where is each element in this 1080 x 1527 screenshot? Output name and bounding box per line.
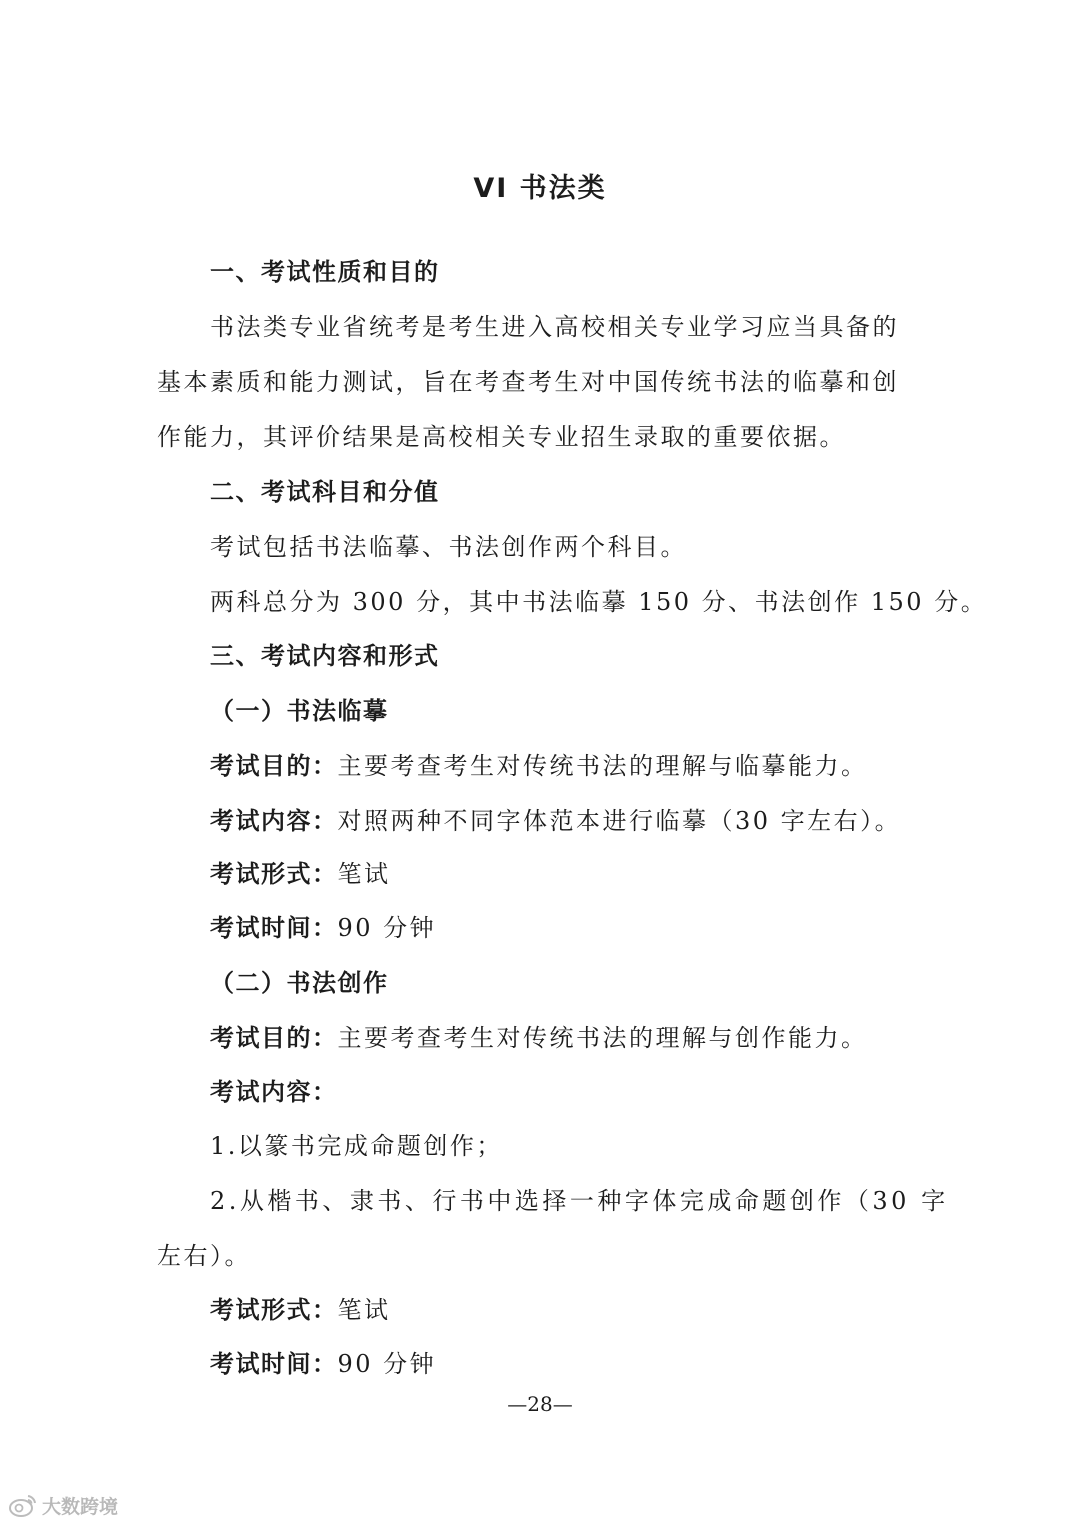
field-value: 笔试 [337, 860, 391, 888]
exam-goal-row [210, 750, 868, 782]
exam-content-label: 考试内容： [210, 1078, 338, 1106]
field-label: 考试目的： [210, 1024, 338, 1052]
paragraph-line: 两科总分为 300 分，其中书法临摹 150 分、书法创作 150 分。 [210, 588, 988, 616]
subsection-heading-2: （二）书法创作 [210, 969, 389, 997]
field-value: 90 分钟 [337, 914, 437, 942]
exam-time-row [210, 912, 436, 944]
field-value: 主要考查考生对传统书法的理解与创作能力。 [337, 1024, 868, 1052]
field-label: 考试内容： [210, 807, 338, 835]
page-number: —28— [507, 1392, 573, 1416]
section-heading-2: 二、考试科目和分值 [210, 478, 440, 506]
list-item-continuation: 左右）。 [157, 1242, 251, 1270]
watermark [8, 1490, 118, 1520]
subsection-heading-1: （一）书法临摹 [210, 697, 389, 725]
paragraph-line: 书法类专业省统考是考生进入高校相关专业学习应当具备的 [210, 313, 899, 341]
exam-time-row [210, 1348, 436, 1380]
field-value: 主要考查考生对传统书法的理解与临摹能力。 [337, 752, 868, 780]
field-value: 笔试 [337, 1296, 391, 1324]
weibo-icon [8, 1492, 38, 1518]
section-heading-1: 一、考试性质和目的 [210, 258, 440, 286]
paragraph-line: 考试包括书法临摹、书法创作两个科目。 [210, 533, 687, 561]
exam-form-row [210, 1294, 391, 1326]
section-heading-3: 三、考试内容和形式 [210, 642, 440, 670]
field-label: 考试时间： [210, 1350, 338, 1378]
exam-form-row [210, 858, 391, 890]
exam-content-row [210, 805, 901, 837]
document-title: VI 书法类 [473, 173, 607, 204]
field-value: 对照两种不同字体范本进行临摹（30 字左右）。 [337, 807, 902, 835]
list-item: 1.以篆书完成命题创作； [210, 1132, 503, 1160]
field-label: 考试形式： [210, 1296, 338, 1324]
paragraph-line: 作能力，其评价结果是高校相关专业招生录取的重要依据。 [157, 423, 846, 451]
list-item: 2.从楷书、隶书、行书中选择一种字体完成命题创作（30 字 [210, 1187, 949, 1215]
field-value: 90 分钟 [337, 1350, 437, 1378]
paragraph-line: 基本素质和能力测试，旨在考查考生对中国传统书法的临摹和创 [157, 368, 899, 396]
field-label: 考试目的： [210, 752, 338, 780]
watermark-text: 大数跨境 [42, 1495, 119, 1518]
field-label: 考试形式： [210, 860, 338, 888]
exam-goal-row [210, 1022, 868, 1054]
field-label: 考试时间： [210, 914, 338, 942]
